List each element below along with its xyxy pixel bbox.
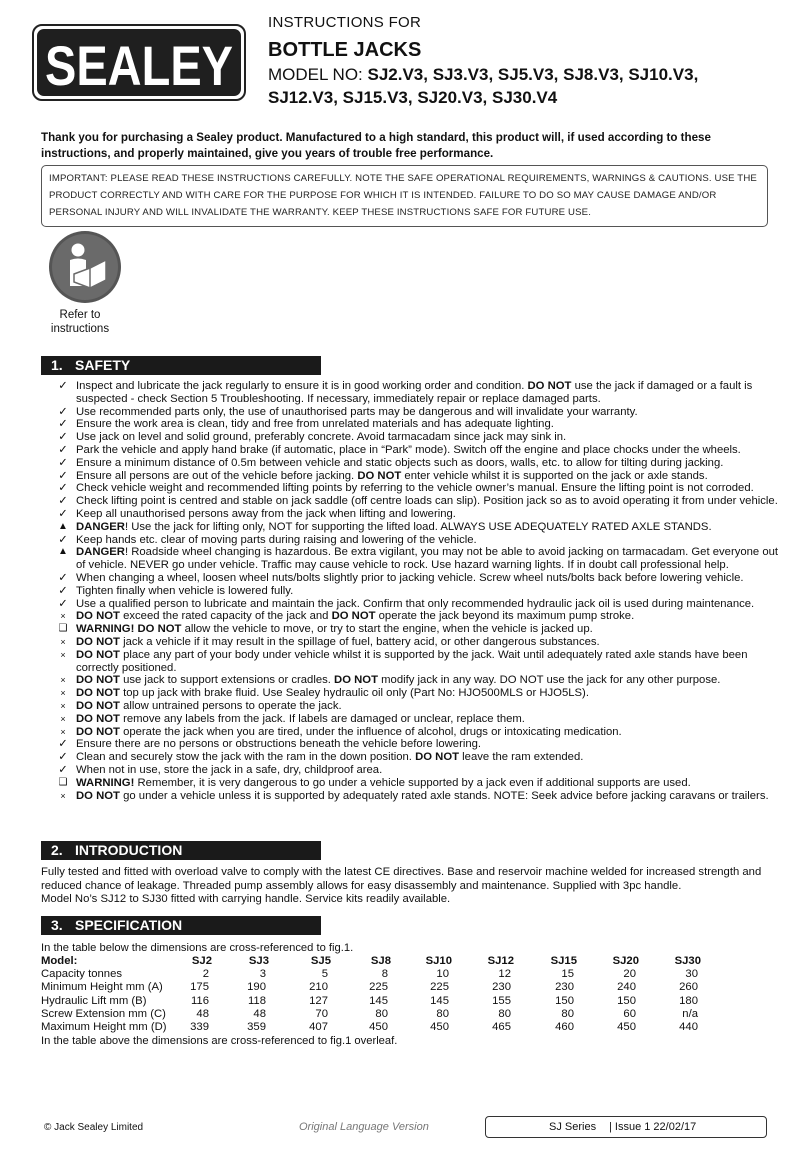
section-title: SPECIFICATION	[75, 917, 183, 933]
spec-cell: 60	[623, 1007, 636, 1020]
spec-cell: 145	[369, 994, 388, 1007]
safety-item-text: top up jack with brake fluid. Use Sealey hydraulic oil only (Part No: HJO500MLS or HJO5LS).	[119, 687, 589, 700]
safety-item	[41, 751, 781, 764]
spec-cell: 70	[315, 1007, 328, 1020]
check-icon: ✓	[58, 751, 68, 764]
safety-item-text: Park the vehicle and apply hand brake (if automatic, place in “Park” mode). Switch off the engine and place chocks under the wheels.	[76, 443, 741, 456]
spec-cell: 230	[492, 981, 511, 994]
safety-item-emphasis: DO NOT	[328, 610, 376, 623]
spec-cell: 440	[679, 1021, 698, 1034]
check-icon: ✓	[58, 405, 68, 418]
safety-item	[41, 738, 781, 751]
logo-text: SEALEY	[45, 34, 233, 97]
safety-item	[41, 508, 781, 521]
safety-item-text: Ensure a minimum distance of 0.5m between vehicle and static objects such as doors, walls, etc. to allow for tilting during jacking.	[76, 456, 724, 469]
model-numbers	[268, 63, 788, 109]
check-icon: ✓	[58, 431, 68, 444]
footer-series-box	[485, 1116, 767, 1138]
spec-cell: 190	[247, 981, 266, 994]
check-icon: ✓	[58, 495, 68, 508]
introduction-text	[41, 866, 776, 907]
specification-table	[41, 955, 701, 1034]
safety-item	[41, 790, 781, 803]
spec-cell: 80	[436, 1007, 449, 1020]
safety-item	[41, 431, 781, 444]
safety-item-emphasis: DANGER	[76, 546, 125, 559]
safety-item-text: jack a vehicle if it may result in the spillage of fuel, battery acid, or other dangerous substances.	[119, 635, 600, 648]
safety-item	[41, 457, 781, 470]
introduction-paragraph-2: Model No’s SJ12 to SJ30 fitted with carrying handle. Service kits readily available.	[41, 893, 451, 905]
spec-cell: 359	[247, 1021, 266, 1034]
spec-cell: 80	[561, 1007, 574, 1020]
safety-item-text: ! Use the jack for lifting only, NOT for supporting the lifted load. ALWAYS USE ADEQUATELY RATED AXLE STANDS.	[124, 520, 712, 533]
section-title: INTRODUCTION	[75, 842, 183, 858]
safety-item	[41, 610, 781, 623]
spec-model-header: SJ3	[248, 955, 269, 967]
cross-icon: ×	[60, 636, 66, 647]
product-title: BOTTLE JACKS	[268, 39, 422, 61]
safety-item-emphasis: DO NOT	[411, 751, 460, 764]
cross-icon: ×	[60, 675, 66, 686]
safety-item-text: allow the vehicle to move, or try to start the engine, when the vehicle is jacked up.	[181, 623, 593, 636]
cross-icon: ×	[60, 713, 66, 724]
spec-model-header: SJ8	[370, 955, 391, 967]
spec-cell: 175	[190, 981, 209, 994]
spec-cell: 118	[247, 994, 266, 1007]
safety-item	[41, 726, 781, 739]
section-specification-header	[41, 916, 321, 935]
box-icon: ❑	[58, 776, 68, 788]
section-number: 3.	[51, 917, 63, 933]
spec-cell: 180	[679, 994, 698, 1007]
spec-cell: 450	[369, 1021, 388, 1034]
safety-item-emphasis: DO NOT	[524, 380, 572, 392]
safety-item-text: enter vehicle whilst it is supported on the jack or axle stands.	[401, 469, 708, 482]
safety-item	[41, 482, 781, 495]
table-row	[41, 968, 701, 981]
spec-cell: 339	[190, 1021, 209, 1034]
safety-list	[41, 380, 781, 802]
safety-item-text: Check vehicle weight and recommended lifting points by referring to the vehicle owner’s manual. Ensure the lifting point is not corroded.	[76, 482, 754, 495]
footer-issue: | Issue 1 22/02/17	[609, 1121, 697, 1133]
safety-item-emphasis: DO NOT	[76, 610, 120, 623]
section-number: 2.	[51, 842, 63, 858]
cross-icon: ×	[60, 688, 66, 699]
table-row	[41, 995, 701, 1008]
spec-model-header: SJ20	[612, 955, 639, 967]
spec-header-label: Model:	[41, 955, 78, 967]
spec-cell: 80	[375, 1007, 388, 1020]
spec-row-label: Minimum Height mm (A)	[41, 981, 163, 994]
safety-item-text: allow untrained persons to operate the jack.	[119, 699, 342, 712]
safety-item	[41, 700, 781, 713]
box-icon: ❑	[58, 623, 68, 635]
safety-item-text: Inspect and lubricate the jack regularly to ensure it is in good working order and condition.	[76, 380, 525, 392]
safety-item	[41, 470, 781, 483]
spec-cell: 48	[196, 1007, 209, 1020]
safety-item-text: exceed the rated capacity of the jack and	[119, 610, 329, 623]
models-line-2: SJ12.V3, SJ15.V3, SJ20.V3, SJ30.V4	[268, 88, 558, 107]
footer-copyright: © Jack Sealey Limited	[44, 1122, 144, 1133]
footer-language-version: Original Language Version	[299, 1121, 429, 1133]
safety-item	[41, 687, 781, 700]
safety-item-emphasis: DO NOT	[76, 635, 120, 648]
spec-cell: 2	[202, 968, 209, 981]
check-icon: ✓	[58, 443, 68, 456]
specification-intro: In the table below the dimensions are cross-referenced to fig.1.	[41, 942, 354, 954]
instructions-for-label: INSTRUCTIONS FOR	[268, 14, 422, 31]
thank-you-text: Thank you for purchasing a Sealey product. Manufactured to a high standard, this product will, if used according to these instructions, and properly maintained, give you years of trouble free performance.	[41, 131, 711, 160]
safety-item-text: Clean and securely stow the jack with the ram in the down position.	[76, 751, 412, 764]
safety-item	[41, 764, 781, 777]
safety-item	[41, 521, 781, 534]
safety-item-emphasis: DO NOT	[76, 687, 120, 700]
read-manual-icon	[48, 230, 122, 304]
safety-item-emphasis: DO NOT	[76, 712, 120, 725]
spec-model-header: SJ30	[674, 955, 701, 967]
spec-cell: 260	[679, 981, 698, 994]
spec-cell: 145	[430, 994, 449, 1007]
spec-cell: n/a	[682, 1007, 698, 1020]
safety-item-text: go under a vehicle unless it is supported by adequately rated axle stands. NOTE: Seek advice before jacking caravans or trailers.	[119, 789, 769, 802]
spec-cell: 225	[369, 981, 388, 994]
spec-cell: 116	[190, 994, 209, 1007]
safety-item-emphasis: WARNING!	[76, 776, 135, 789]
safety-item-emphasis: DO NOT	[76, 789, 120, 802]
spec-model-header: SJ15	[550, 955, 577, 967]
introduction-paragraph-1: Fully tested and fitted with overload valve to comply with the latest CE directives. Base and reservoir machine welded for increased strength and reduced chance of leakage. Threaded pump assembly allows for easy disassembly and maintenance. Supplied with 3pc handle.	[41, 866, 762, 892]
safety-item	[41, 674, 781, 687]
table-row	[41, 1008, 701, 1021]
safety-item-text: operate the jack beyond its maximum pump stroke.	[375, 610, 635, 623]
section-number: 1.	[51, 357, 63, 373]
safety-item-text: modify jack in any way. DO NOT use the jack for any other purpose.	[378, 674, 721, 687]
safety-item-emphasis: DO NOT	[76, 648, 120, 661]
table-row	[41, 981, 701, 994]
spec-cell: 5	[321, 968, 328, 981]
safety-item-text: Use recommended parts only, the use of unauthorised parts may be dangerous and will invalidate your warranty.	[76, 405, 638, 418]
spec-cell: 210	[309, 981, 328, 994]
spec-cell: 450	[617, 1021, 636, 1034]
spec-cell: 8	[381, 968, 388, 981]
safety-item	[41, 636, 781, 649]
safety-item-text: leave the ram extended.	[459, 751, 584, 764]
check-icon: ✓	[58, 418, 68, 431]
spec-model-header: SJ2	[191, 955, 212, 967]
spec-cell: 80	[498, 1007, 511, 1020]
safety-item-text: operate the jack when you are tired, under the influence of alcohol, drugs or intoxicating medication.	[119, 725, 622, 738]
spec-cell: 407	[309, 1021, 328, 1034]
safety-item-text: ! Roadside wheel changing is hazardous. Be extra vigilant, you may not be able to avoid jacking on tarmacadam. Get everyone out of vehicle. NEVER go under vehicle. Traffic may cause vehicle to rock. Use hazard warning lights. If in doubt call professional help.	[76, 546, 779, 572]
safety-item	[41, 444, 781, 457]
safety-item-text: Use jack on level and solid ground, preferably concrete. Avoid tarmacadam since jack may sink in.	[76, 431, 567, 444]
safety-item-text: remove any labels from the jack. If labels are damaged or unclear, replace them.	[119, 712, 525, 725]
spec-cell: 127	[309, 994, 328, 1007]
cross-icon: ×	[60, 649, 66, 660]
safety-item	[41, 623, 781, 636]
check-icon: ✓	[58, 469, 68, 482]
spec-cell: 20	[623, 968, 636, 981]
cross-icon: ×	[60, 790, 66, 801]
spec-cell: 240	[617, 981, 636, 994]
safety-item	[41, 534, 781, 547]
model-prefix: MODEL NO:	[268, 65, 368, 84]
check-icon: ✓	[58, 738, 68, 751]
check-icon: ✓	[58, 571, 68, 584]
spec-model-header: SJ10	[425, 955, 452, 967]
safety-item-text: use jack to support extensions or cradles.	[119, 674, 331, 687]
safety-item	[41, 713, 781, 726]
safety-item-text: Ensure all persons are out of the vehicle before jacking.	[76, 469, 355, 482]
refer-to-instructions-label: Refer to instructions	[50, 309, 110, 335]
safety-item-text: Keep all unauthorised persons away from the jack when lifting and lowering.	[76, 507, 456, 520]
spec-cell: 465	[492, 1021, 511, 1034]
safety-item-emphasis: DO NOT	[76, 674, 120, 687]
check-icon: ✓	[58, 482, 68, 495]
spec-header-row	[41, 955, 701, 968]
spec-cell: 155	[492, 994, 511, 1007]
spec-cell: 12	[498, 968, 511, 981]
safety-item	[41, 585, 781, 598]
safety-item-text: Check lifting point is centred and stable on jack saddle (off centre loads can slip). Position jack so as to avoid operating it from under vehicle.	[76, 495, 778, 508]
safety-item-emphasis: DO NOT	[76, 725, 120, 738]
spec-cell: 460	[555, 1021, 574, 1034]
check-icon: ✓	[58, 456, 68, 469]
safety-item-emphasis: DO NOT	[76, 699, 120, 712]
safety-item-text: Tighten finally when vehicle is lowered fully.	[76, 584, 294, 597]
spec-cell: 150	[555, 994, 574, 1007]
safety-item-emphasis: DO NOT	[354, 469, 402, 482]
safety-item	[41, 546, 781, 572]
spec-cell: 150	[617, 994, 636, 1007]
models-line-1: SJ2.V3, SJ3.V3, SJ5.V3, SJ8.V3, SJ10.V3,	[367, 65, 699, 84]
check-icon: ✓	[58, 597, 68, 610]
spec-row-label: Hydraulic Lift mm (B)	[41, 994, 147, 1007]
section-safety-header	[41, 356, 321, 375]
spec-row-label: Screw Extension mm (C)	[41, 1007, 166, 1020]
safety-item-text: use the jack if damaged or a fault is suspected - check Section 5 Troubleshooting. If necessary, immediately repair or replace damaged parts.	[76, 380, 753, 405]
spec-model-header: SJ12	[487, 955, 514, 967]
safety-item	[41, 777, 781, 790]
cross-icon: ×	[60, 700, 66, 711]
spec-cell: 230	[555, 981, 574, 994]
triangle-icon: ▲	[58, 520, 68, 532]
safety-item-text: place any part of your body under vehicle whilst it is supported by the jack. Wait until adequately rated axle stands have been correctly positioned.	[76, 648, 748, 674]
section-introduction-header	[41, 841, 321, 860]
safety-item-text: Ensure the work area is clean, tidy and free from unrelated materials and has adequate lighting.	[76, 418, 554, 431]
check-icon: ✓	[58, 763, 68, 776]
table-row	[41, 1021, 701, 1034]
safety-item-emphasis: DANGER	[76, 520, 125, 533]
triangle-icon: ▲	[58, 546, 68, 558]
safety-item	[41, 418, 781, 431]
safety-item	[41, 406, 781, 419]
safety-item-emphasis: DO NOT	[330, 674, 378, 687]
safety-item-text: When changing a wheel, loosen wheel nuts/bolts slightly prior to jacking vehicle. Screw wheel nuts/bolts back before lowering vehicle.	[76, 571, 744, 584]
spec-cell: 48	[253, 1007, 266, 1020]
specification-note: In the table above the dimensions are cross-referenced to fig.1 overleaf.	[41, 1035, 398, 1047]
cross-icon: ×	[60, 611, 66, 622]
safety-item-emphasis: WARNING! DO NOT	[76, 623, 182, 636]
safety-item	[41, 495, 781, 508]
check-icon: ✓	[58, 584, 68, 597]
spec-cell: 3	[259, 968, 266, 981]
safety-item-text: Use a qualified person to lubricate and maintain the jack. Confirm that only recommended hydraulic jack oil is used during maintenance.	[76, 597, 755, 610]
sealey-logo	[32, 24, 246, 101]
safety-item-text: Remember, it is very dangerous to go under a vehicle supported by a jack even if additional supports are used.	[134, 776, 691, 789]
spec-cell: 30	[685, 968, 698, 981]
safety-item-text: Keep hands etc. clear of moving parts during raising and lowering of the vehicle.	[76, 533, 477, 546]
safety-item-text: When not in use, store the jack in a safe, dry, childproof area.	[76, 763, 383, 776]
safety-item	[41, 649, 781, 675]
check-icon: ✓	[58, 380, 68, 392]
safety-item-text: Ensure there are no persons or obstructions beneath the vehicle before lowering.	[76, 738, 482, 751]
cross-icon: ×	[60, 726, 66, 737]
spec-cell: 15	[561, 968, 574, 981]
safety-item	[41, 380, 781, 406]
safety-item	[41, 598, 781, 611]
important-notice: IMPORTANT: PLEASE READ THESE INSTRUCTIONS CAREFULLY. NOTE THE SAFE OPERATIONAL REQUIREMENTS, WARNINGS & CAUTIONS. USE THE PRODUCT CORRECTLY AND WITH CARE FOR THE PURPOSE FOR WHICH IT IS INTENDED. FAILURE TO DO SO MAY CAUSE DAMAGE AND/OR PERSONAL INJURY AND WILL INVALIDATE THE WARRANTY. KEEP THESE INSTRUCTIONS SAFE FOR FUTURE USE.	[41, 165, 768, 227]
spec-cell: 225	[430, 981, 449, 994]
spec-cell: 10	[436, 968, 449, 981]
spec-row-label: Capacity tonnes	[41, 968, 123, 981]
spec-row-label: Maximum Height mm (D)	[41, 1021, 167, 1034]
check-icon: ✓	[58, 533, 68, 546]
check-icon: ✓	[58, 507, 68, 520]
section-title: SAFETY	[75, 357, 131, 373]
footer-series: SJ Series	[549, 1121, 597, 1133]
spec-cell: 450	[430, 1021, 449, 1034]
safety-item	[41, 572, 781, 585]
spec-model-header: SJ5	[310, 955, 331, 967]
